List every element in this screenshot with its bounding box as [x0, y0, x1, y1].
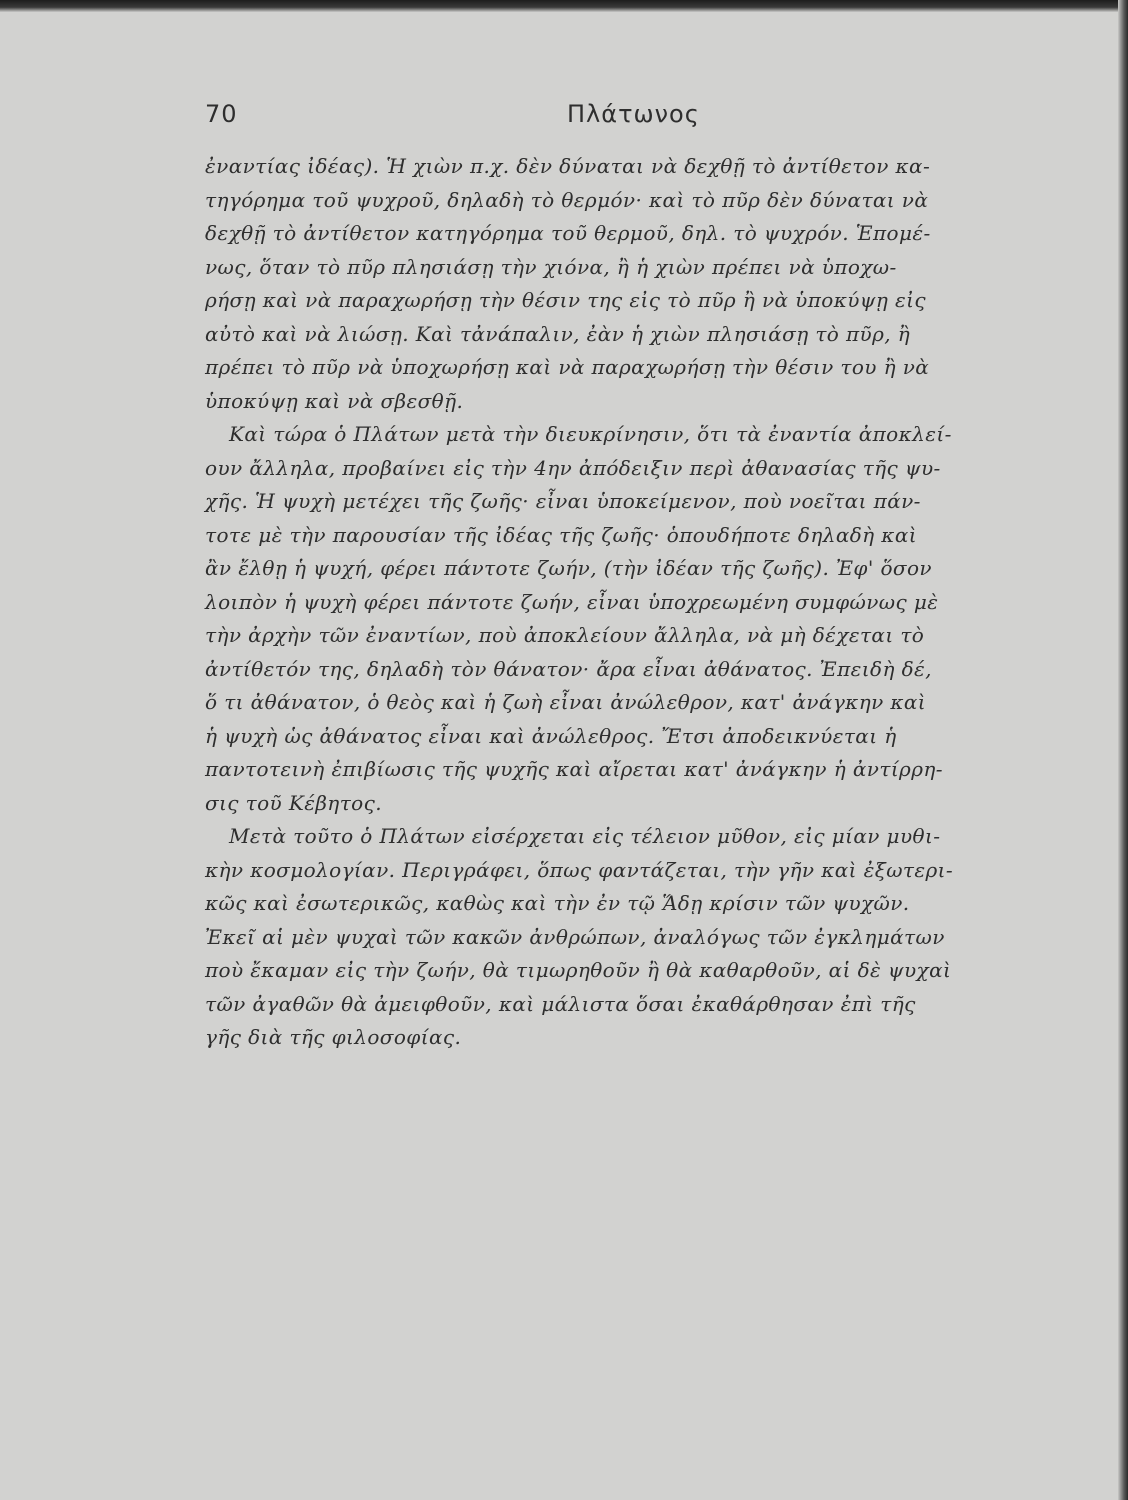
running-title: Πλάτωνος — [567, 100, 700, 128]
text-line: ποὺ ἔκαμαν εἰς τὴν ζωήν, θὰ τιμωρηθοῦν ἢ θὰ καθαρθοῦν, αἱ δὲ ψυχαὶ — [205, 958, 952, 982]
text-line: κὴν κοσμολογίαν. Περιγράφει, ὅπως φαντάζεται, τὴν γῆν καὶ ἐξωτερι- — [205, 857, 954, 882]
text-line: ἡ ψυχὴ ὡς ἀθάνατος εἶναι καὶ ἀνώλεθρος. Ἔτσι ἀποδεικνύεται ἡ — [205, 723, 897, 748]
text-line: ὅ τι ἀθάνατον, ὁ θεὸς καὶ ἡ ζωὴ εἶναι ἀνώλεθρον, κατ' ἀνάγκην καὶ — [205, 690, 927, 714]
text-line: τὴν ἀρχὴν τῶν ἐναντίων, ποὺ ἀποκλείουν ἄλληλα, νὰ μὴ δέχεται τὸ — [205, 623, 925, 647]
paragraph-start-line: Μετὰ τοῦτο ὁ Πλάτων εἰσέρχεται εἰς τέλειον μῦθον, εἰς μίαν μυθι- — [229, 824, 941, 848]
text-line: δεχθῇ τὸ ἀντίθετον κατηγόρημα τοῦ θερμοῦ, δηλ. τὸ ψυχρόν. Ἑπομέ- — [205, 221, 931, 245]
text-line: γῆς διὰ τῆς φιλοσοφίας. — [205, 1025, 462, 1049]
text-line: σις τοῦ Κέβητος. — [205, 790, 382, 815]
paragraph-start-line: Καὶ τώρα ὁ Πλάτων μετὰ τὴν διευκρίνησιν, ὅτι τὰ ἐναντία ἀποκλεί- — [229, 422, 952, 446]
page-number: 70 — [205, 100, 238, 128]
text-line: ουν ἄλληλα, προβαίνει εἰς τὴν 4ην ἀπόδειξιν περὶ ἀθανασίας τῆς ψυ- — [205, 455, 941, 480]
text-line: χῆς. Ἡ ψυχὴ μετέχει τῆς ζωῆς· εἶναι ὑποκείμενον, ποὺ νοεῖται πάν- — [205, 489, 921, 513]
text-line: τηγόρημα τοῦ ψυχροῦ, δηλαδὴ τὸ θερμόν· καὶ τὸ πῦρ δὲν δύναται νὰ — [205, 187, 929, 212]
text-line: αὐτὸ καὶ νὰ λιώσῃ. Καὶ τἀνάπαλιν, ἐὰν ἡ χιὼν πλησιάσῃ τὸ πῦρ, ἢ — [205, 321, 911, 346]
text-line: ρήσῃ καὶ νὰ παραχωρήσῃ τὴν θέσιν της εἰς τὸ πῦρ ἢ νὰ ὑποκύψῃ εἰς — [205, 288, 926, 312]
text-line: τῶν ἀγαθῶν θὰ ἀμειφθοῦν, καὶ μάλιστα ὅσαι ἐκαθάρθησαν ἐπὶ τῆς — [205, 991, 916, 1016]
text-line: τοτε μὲ τὴν παρουσίαν τῆς ἰδέας τῆς ζωῆς· ὁπουδήποτε δηλαδὴ καὶ — [205, 522, 917, 547]
text-line: ἀντίθετόν της, δηλαδὴ τὸν θάνατον· ἄρα εἶναι ἀθάνατος. Ἐπειδὴ δέ, — [205, 656, 932, 681]
text-line: Ἐκεῖ αἱ μὲν ψυχαὶ τῶν κακῶν ἀνθρώπων, ἀναλόγως τῶν ἐγκλημάτων — [205, 924, 945, 949]
text-line: κῶς καὶ ἐσωτερικῶς, καθὼς καὶ τὴν ἐν τῷ Ἅδῃ κρίσιν τῶν ψυχῶν. — [205, 891, 910, 915]
text-line: ὑποκύψῃ καὶ νὰ σβεσθῇ. — [205, 388, 464, 413]
text-line: νως, ὅταν τὸ πῦρ πλησιάσῃ τὴν χιόνα, ἢ ἡ χιὼν πρέπει νὰ ὑποχω- — [205, 254, 897, 279]
running-head — [205, 100, 905, 136]
text-line: λοιπὸν ἡ ψυχὴ φέρει πάντοτε ζωήν, εἶναι ὑποχρεωμένη συμφώνως μὲ — [205, 589, 939, 614]
text-line: ἂν ἔλθῃ ἡ ψυχή, φέρει πάντοτε ζωήν, (τὴν ἰδέαν τῆς ζωῆς). Ἐφ' ὅσον — [205, 556, 932, 580]
body-text — [205, 150, 1105, 1055]
text-line: παντοτεινὴ ἐπιβίωσις τῆς ψυχῆς καὶ αἴρεται κατ' ἀνάγκην ἡ ἀντίρρη- — [205, 757, 943, 781]
text-line: ἐναντίας ἰδέας). Ἡ χιὼν π.χ. δὲν δύναται νὰ δεχθῇ τὸ ἀντίθετον κα- — [205, 154, 931, 178]
text-line: πρέπει τὸ πῦρ νὰ ὑποχωρήσῃ καὶ νὰ παραχωρήσῃ τὴν θέσιν του ἢ νὰ — [205, 355, 930, 379]
